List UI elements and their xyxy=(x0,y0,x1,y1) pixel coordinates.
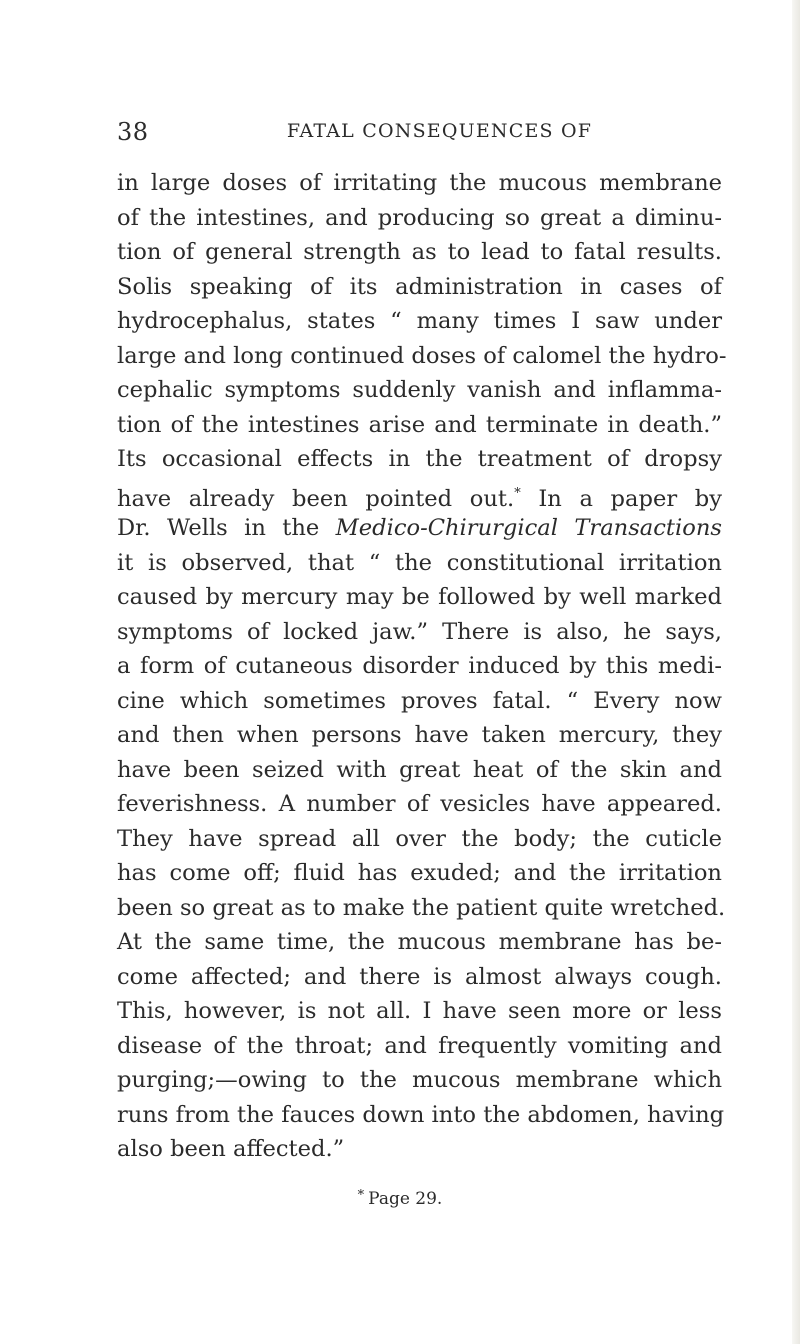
text-line: also been affected.” xyxy=(117,1136,345,1162)
text-line: have been seized with great heat of the skin and xyxy=(117,756,722,783)
text-line: tion of the intestines arise and terminate in death.” xyxy=(117,411,722,438)
text-line: caused by mercury may be followed by well marked xyxy=(117,584,722,610)
text-line: in large doses of irritating the mucous membrane xyxy=(117,170,722,196)
footnote xyxy=(0,1188,800,1209)
text-line: and then when persons have taken mercury, they xyxy=(117,722,722,748)
text-line: tion of general strength as to lead to fatal results. xyxy=(117,239,722,265)
text-line: runs from the fauces down into the abdomen, having xyxy=(117,1101,725,1128)
text-line-with-italic xyxy=(117,511,722,546)
body-text xyxy=(117,166,727,1167)
footnote-reference: * xyxy=(514,485,521,501)
text-line: feverishness. A number of vesicles have appeared. xyxy=(117,791,722,817)
text-line-with-footnote xyxy=(117,477,722,512)
footnote-marker: * xyxy=(357,1188,365,1203)
text-line: cephalic symptoms suddenly vanish and inflamma- xyxy=(117,377,722,403)
text-line: large and long continued doses of calomel the hydro- xyxy=(117,342,727,369)
text-line: This, however, is not all. I have seen more or less xyxy=(117,998,722,1024)
page-header xyxy=(117,118,722,148)
text-line: a form of cutaneous disorder induced by this medi- xyxy=(117,653,722,679)
text-line: it is observed, that “ the constitutional irritation xyxy=(117,549,722,576)
text-line: At the same time, the mucous membrane has be- xyxy=(117,929,722,955)
text-line: purging;—owing to the mucous membrane which xyxy=(117,1067,722,1093)
text-line: They have spread all over the body; the cuticle xyxy=(117,825,722,852)
text-line: cine which sometimes proves fatal. “ Every now xyxy=(117,687,722,714)
journal-title: Medico-Chirurgical Transactions xyxy=(335,515,722,541)
footnote-text: Page 29. xyxy=(368,1189,443,1209)
text-line: of the intestines, and producing so great a diminu- xyxy=(117,204,722,231)
text-line: disease of the throat; and frequently vomiting and xyxy=(117,1032,722,1059)
text-line: come affected; and there is almost always cough. xyxy=(117,963,722,990)
text-line: has come off; fluid has exuded; and the irritation xyxy=(117,860,722,886)
text-line: been so great as to make the patient quite wretched. xyxy=(117,894,726,921)
text-line: symptoms of locked jaw.” There is also, he says, xyxy=(117,618,722,645)
text-line: Its occasional effects in the treatment of dropsy xyxy=(117,446,722,472)
text-segment: have already been pointed out. xyxy=(117,485,515,512)
page-edge xyxy=(792,0,800,1344)
text-line: hydrocephalus, states “ many times I saw under xyxy=(117,308,722,334)
text-segment: In a paper by xyxy=(520,485,722,512)
text-segment: Dr. Wells in the xyxy=(117,515,336,541)
text-line: Solis speaking of its administration in cases of xyxy=(117,273,722,300)
running-head: FATAL CONSEQUENCES OF xyxy=(286,120,593,142)
page-number: 38 xyxy=(117,118,149,146)
